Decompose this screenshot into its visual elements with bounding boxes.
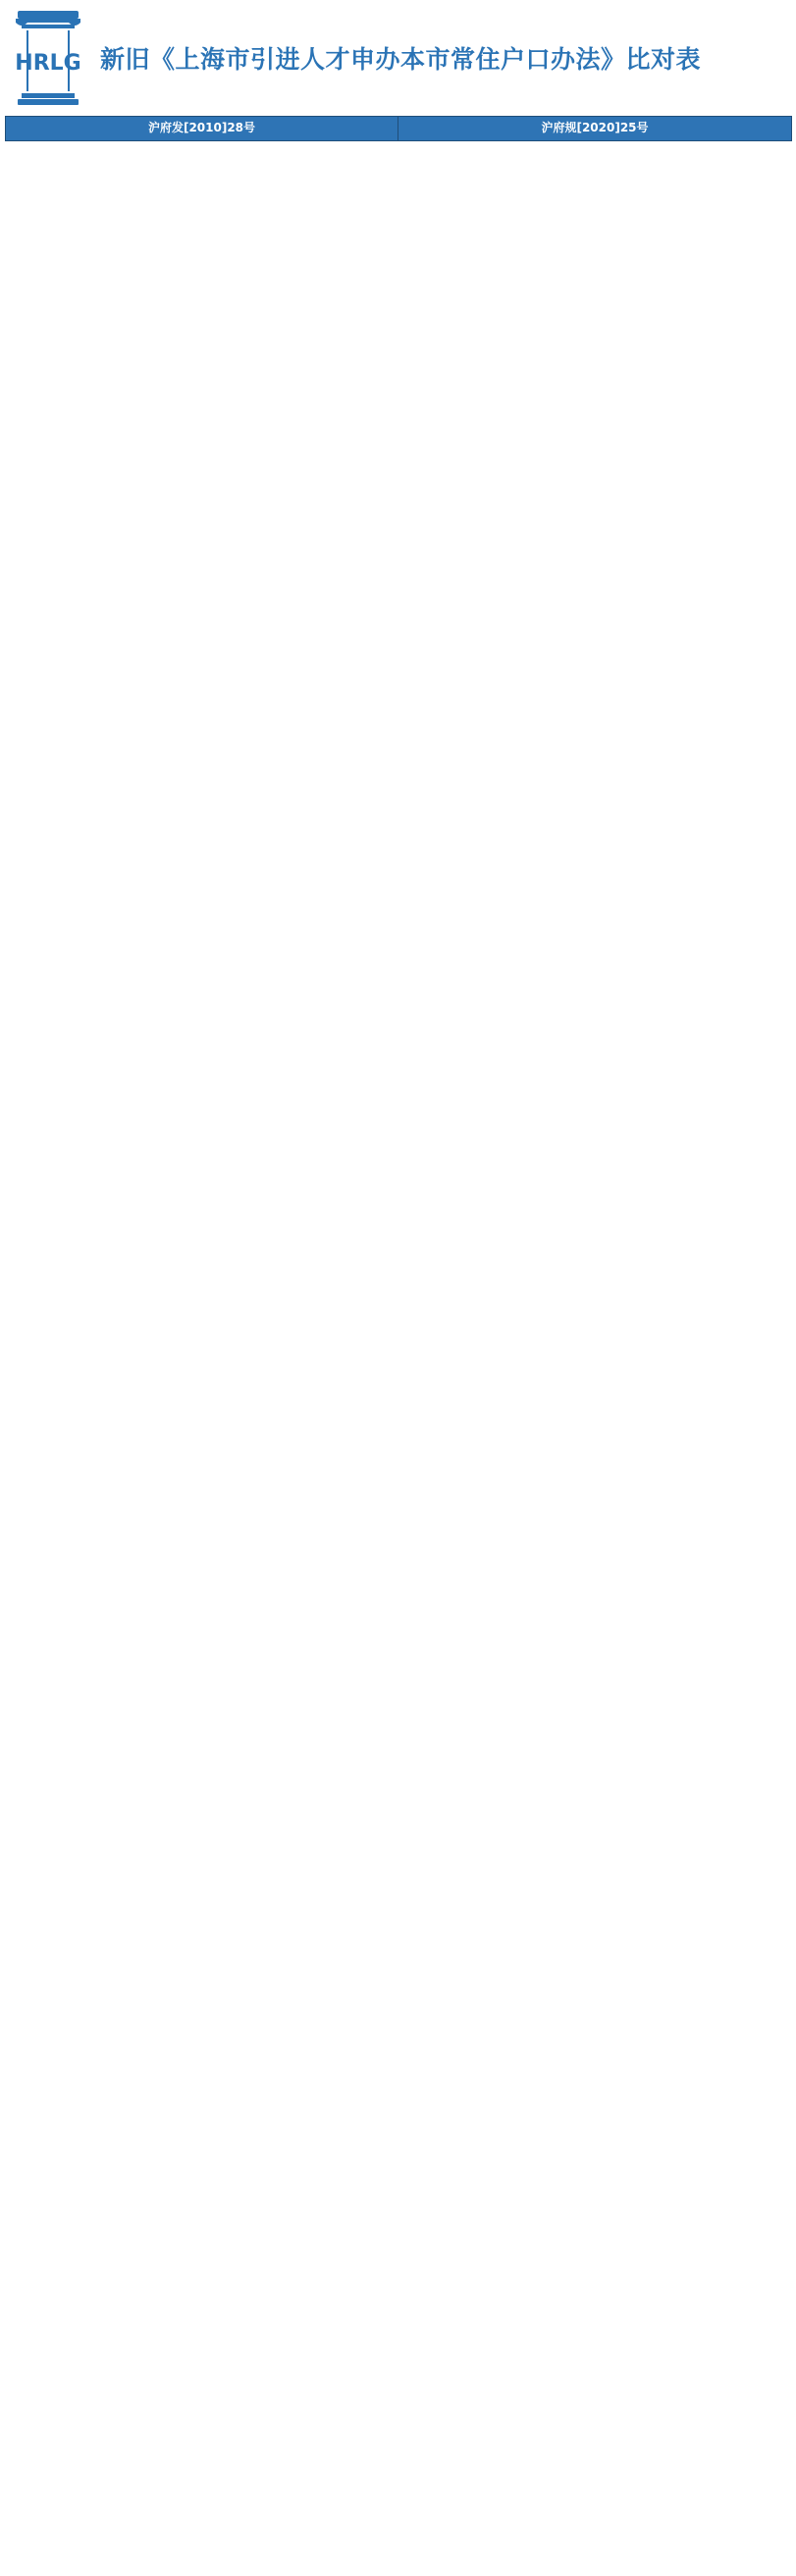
qr-code-icon [701, 9, 796, 107]
logo-column-icon [6, 5, 90, 111]
page-title: 新旧《上海市引进人才申办本市常住户口办法》比对表 [100, 45, 702, 74]
svg-text:HRLG: HRLG [15, 51, 81, 76]
column-header-new: 沪府规[2020]25号 [398, 117, 792, 141]
column-header-old: 沪府发[2010]28号 [6, 117, 398, 141]
comparison-table [5, 116, 792, 141]
table-header-row [6, 117, 792, 141]
qr-code [701, 9, 796, 107]
logo [6, 5, 90, 111]
header [0, 0, 796, 116]
